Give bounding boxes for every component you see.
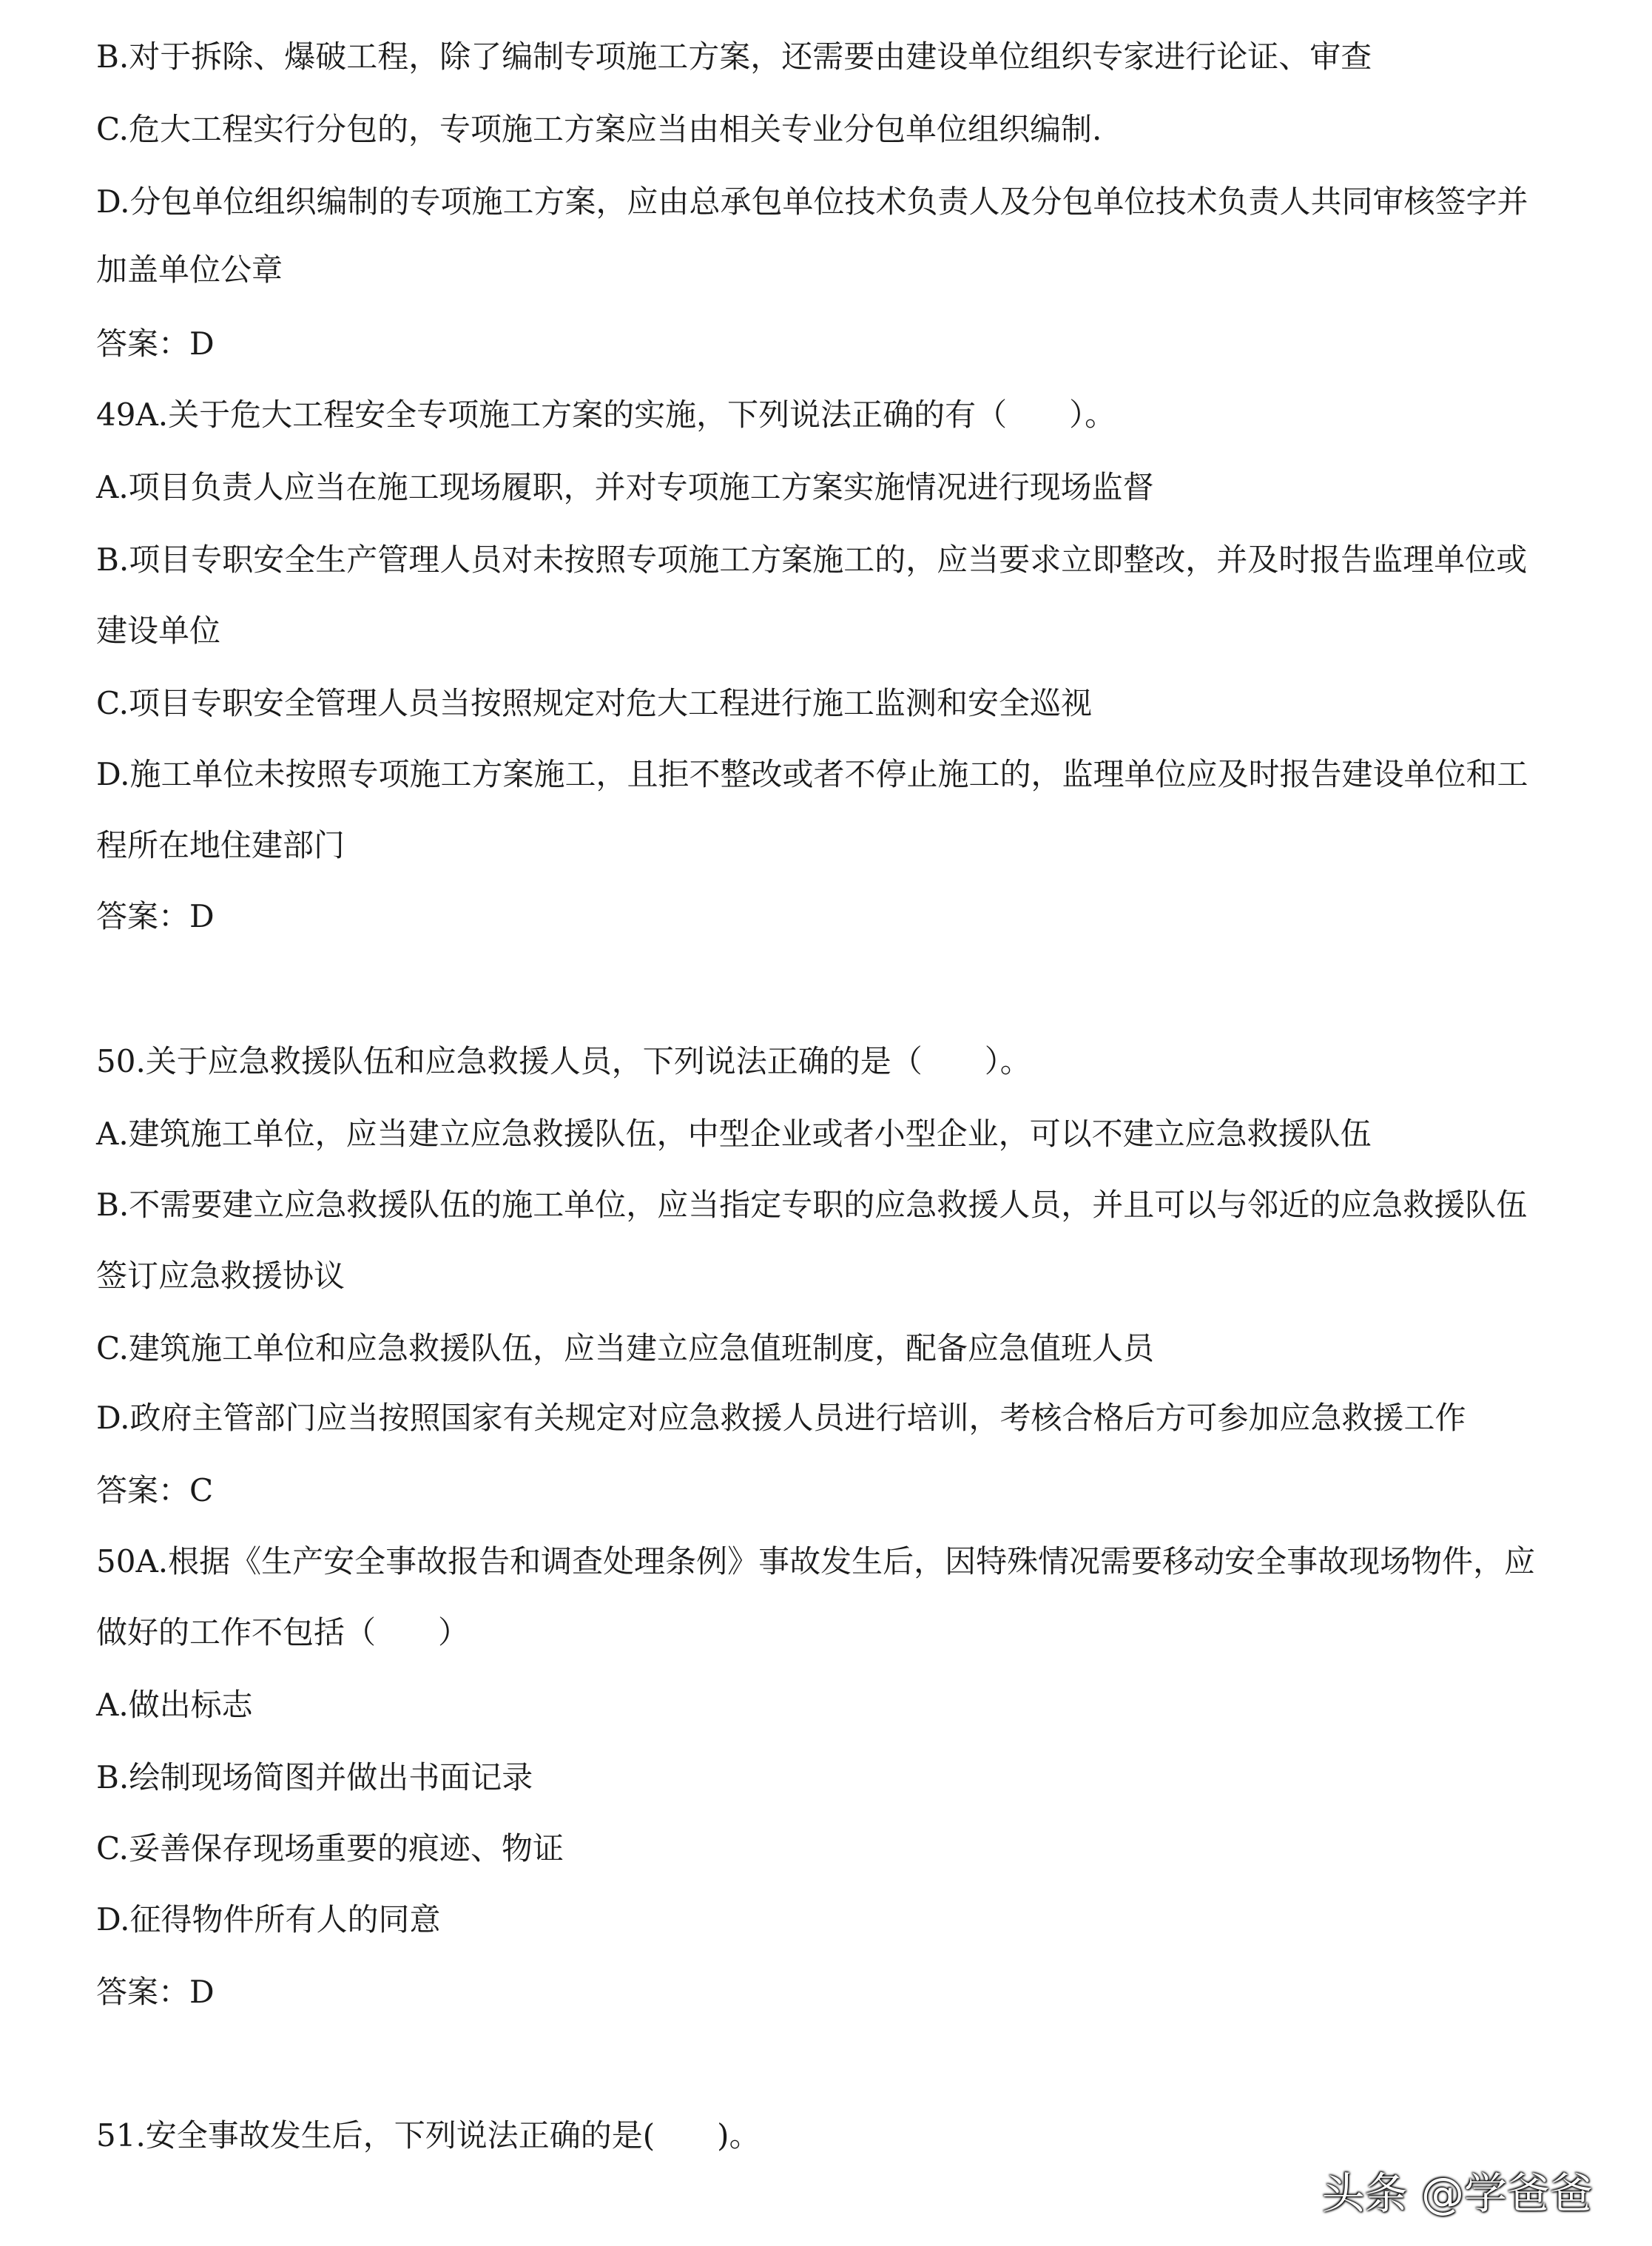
text-line-option: C.危大工程实行分包的，专项施工方案应当由相关专业分包单位组织编制. xyxy=(96,111,1102,147)
text-line-option: A.做出标志 xyxy=(96,1687,253,1723)
text-line-option: C.项目专职安全管理人员当按照规定对危大工程进行施工监测和安全巡视 xyxy=(96,685,1092,721)
text-line-option: D.施工单位未按照专项施工方案施工，且拒不整改或者不停止施工的，监理单位应及时报告建设单位和工 xyxy=(96,756,1528,792)
text-line-option: D.征得物件所有人的同意 xyxy=(96,1901,441,1938)
text-line-option: D.政府主管部门应当按照国家有关规定对应急救援人员进行培训，考核合格后方可参加应急救援工作 xyxy=(96,1400,1466,1436)
answer-line: 答案：C xyxy=(96,1472,214,1508)
text-line-option: B.对于拆除、爆破工程，除了编制专项施工方案，还需要由建设单位组织专家进行论证、审查 xyxy=(96,38,1372,75)
text-line-option: A.建筑施工单位，应当建立应急救援队伍，中型企业或者小型企业，可以不建立应急救援队伍 xyxy=(96,1116,1372,1152)
answer-line: 答案：D xyxy=(96,898,215,934)
question-line: 50.关于应急救援队伍和应急救援人员，下列说法正确的是（ ）。 xyxy=(96,1043,1031,1079)
text-line-option: B.绘制现场简图并做出书面记录 xyxy=(96,1759,533,1795)
text-line-option: B.项目专职安全生产管理人员对未按照专项施工方案施工的，应当要求立即整改，并及时报告监理单位或 xyxy=(96,542,1528,578)
text-line-option: D.分包单位组织编制的专项施工方案，应由总承包单位技术负责人及分包单位技术负责人共同审核签字并 xyxy=(96,183,1528,220)
text-line-continuation: 加盖单位公章 xyxy=(96,252,283,288)
answer-line: 答案：D xyxy=(96,326,215,362)
question-line: 51.安全事故发生后，下列说法正确的是( )。 xyxy=(96,2117,761,2154)
text-line-option: B.不需要建立应急救援队伍的施工单位，应当指定专职的应急救援人员，并且可以与邻近的应急救援队伍 xyxy=(96,1187,1528,1223)
question-line: 49A.关于危大工程安全专项施工方案的实施，下列说法正确的有（ ）。 xyxy=(96,397,1116,433)
question-line: 50A.根据《生产安全事故报告和调查处理条例》事故发生后，因特殊情况需要移动安全事故现场物件，应 xyxy=(96,1543,1536,1579)
text-line-continuation: 做好的工作不包括（ ） xyxy=(96,1614,470,1650)
text-line-continuation: 程所在地住建部门 xyxy=(96,827,345,863)
text-line-continuation: 签订应急救援协议 xyxy=(96,1258,345,1294)
text-line-option: C.妥善保存现场重要的痕迹、物证 xyxy=(96,1830,564,1866)
text-line-continuation: 建设单位 xyxy=(96,613,221,649)
text-line-option: A.项目负责人应当在施工现场履职，并对专项施工方案实施情况进行现场监督 xyxy=(96,469,1154,505)
answer-line: 答案：D xyxy=(96,1974,215,2010)
text-line-option: C.建筑施工单位和应急救援队伍，应当建立应急值班制度，配备应急值班人员 xyxy=(96,1330,1154,1366)
watermark-text: 头条 @学爸爸 xyxy=(1321,2168,1593,2219)
